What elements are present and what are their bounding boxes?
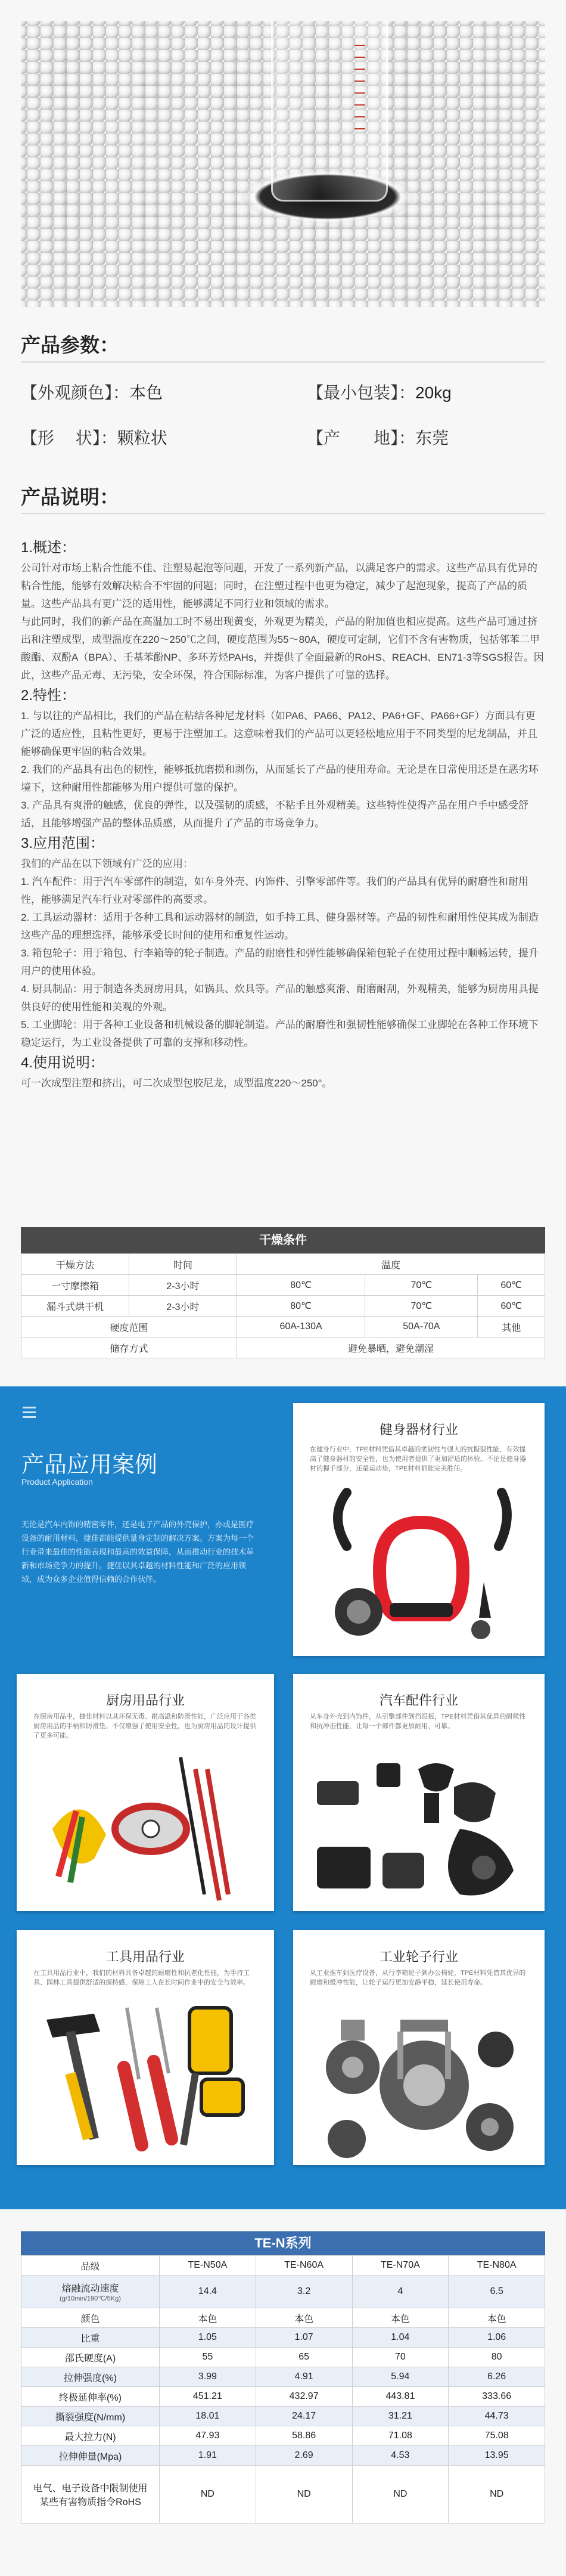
table-cell: 3.99 <box>160 2367 256 2387</box>
drying-conditions-table <box>21 1227 545 1358</box>
card-title: 工具用品行业 <box>105 1949 185 1964</box>
table-row <box>21 2367 545 2387</box>
table-cell: 本色 <box>449 2308 545 2328</box>
table-header: 品级 <box>21 2256 160 2275</box>
param-label: 【外观颜色】： <box>21 383 130 402</box>
table-cell: 451.21 <box>160 2387 256 2407</box>
table-cell: 71.08 <box>352 2426 449 2446</box>
table-header: TE-N80A <box>449 2256 545 2275</box>
application-item: 4. 厨具制品：用于制造各类厨房用具，如锅具、炊具等。产品的触感爽滑、耐磨耐刮，外观精美，能够为厨房用具提供良好的使用性能和美观的外观。 <box>21 983 539 1013</box>
overview-paragraph: 与此同时，我们的新产品在高温加工时不易出现黄变，外观更为精美，产品的附加值也相应提高。这些产品可通过挤出和注塑成型，成型温度在220～250℃之间，硬度范围为55～80A，硬度可定制，它们不含有害物质，包括邻苯二甲酸酯、双酚A（BPA）、壬基苯酚NP、多环芳烃PAHs，并提供了全面最新的RoHS、REACH、EN71-3等SGS报告。因此，这些产品无毒、无污染，安全环保，符合国际标准，为客户提供了可靠的选择。 <box>21 616 544 681</box>
table-cell: 4.91 <box>256 2367 352 2387</box>
card-description: 在健身行业中，TPE材料凭借其卓越的柔韧性与强大的抗撕裂性能，有效提高了健身器材的安全性，也为使用者提供了更加舒适的体验。不论是健身器材的握手部分，还是运动垫，TPE材料都能完美胜任。 <box>310 1446 526 1472</box>
te-n-series-spec-table <box>21 2231 545 2524</box>
table-cell: 1.05 <box>160 2328 256 2348</box>
hand-tools-icon <box>35 1996 255 2157</box>
param-value: 东莞 <box>415 429 449 447</box>
row-label: 电气、电子设备中限制使用某些有害物质指令RoHS <box>21 2466 160 2524</box>
table-cell: 75.08 <box>449 2426 545 2446</box>
table-header: TE-N50A <box>160 2256 256 2275</box>
param-origin <box>307 425 449 449</box>
card-title: 工业轮子行业 <box>379 1949 458 1964</box>
table-cell: 1.91 <box>160 2446 256 2466</box>
table-cell: 80℃ <box>237 1296 365 1317</box>
applications-intro: 我们的产品在以下领域有广泛的应用： <box>21 858 193 869</box>
param-value: 本色 <box>129 383 163 402</box>
feature-item: 2. 我们的产品具有出色的韧性，能够抵抗磨损和剥伤，从而延长了产品的使用寿命。无论是在日常使用还是在恶劣环境下，这种耐用性都能够为用户提供可靠的保护。 <box>21 764 539 793</box>
table-cell: 432.97 <box>256 2387 352 2407</box>
application-item: 1. 汽车配件：用于汽车零部件的制造，如车身外壳、内饰件、引擎零部件等。我们的产品具有优异的耐磨性和耐用性，能够满足汽车行业对零部件的高要求。 <box>21 876 528 905</box>
table-cell: 443.81 <box>352 2387 449 2407</box>
table-row <box>21 2446 545 2466</box>
card-title: 厨房用品行业 <box>105 1693 185 1708</box>
applications-heading: 3.应用范围： <box>21 835 105 852</box>
table-header-row <box>21 1254 545 1275</box>
auto-parts-icon <box>311 1745 525 1906</box>
card-title: 健身器材行业 <box>379 1422 458 1437</box>
table-cell: 1.07 <box>256 2328 352 2348</box>
table-row <box>21 2328 545 2348</box>
overview-heading: 1.概述： <box>21 540 76 556</box>
row-label: 颜色 <box>21 2308 160 2328</box>
params-title: 产品参数： <box>21 334 119 356</box>
divider <box>21 513 545 514</box>
table-row <box>21 2275 545 2308</box>
card-description: 从工业推车到医疗设备，从行李箱轮子到办公椅轮，TPE材料凭借其优异的耐磨和缓冲性能，让轮子运行更加安静平稳，延长使用寿命。 <box>310 1970 526 1986</box>
table-cell: 80 <box>449 2348 545 2367</box>
table-cell: 70 <box>352 2348 449 2367</box>
card-description: 从车身外壳到内饰件，从引擎部件到挡泥板，TPE材料凭借其优异的耐候性和抗冲击性能，让每一个部件都更加耐用、可靠。 <box>310 1713 526 1730</box>
table-header: TE-N60A <box>256 2256 352 2275</box>
table-cell: 4 <box>352 2275 449 2308</box>
application-title: 产品应用案例 <box>21 1453 158 1478</box>
description-title: 产品说明： <box>21 486 119 508</box>
table-cell: 储存方式 <box>21 1337 237 1358</box>
table-header-row <box>21 2256 545 2275</box>
table-cell: 60℃ <box>478 1275 545 1296</box>
table-cell: 31.21 <box>352 2407 449 2426</box>
table-cell: 5.94 <box>352 2367 449 2387</box>
table-cell: 避免暴晒，避免潮湿 <box>237 1337 545 1358</box>
row-label: 邵氏硬度(A) <box>21 2348 160 2367</box>
application-item: 3. 箱包轮子：用于箱包、行李箱等的轮子制造。产品的耐磨性和弹性能够确保箱包轮子在使用过程中顺畅运转，提升用户的使用体验。 <box>21 948 539 977</box>
table-row <box>21 2387 545 2407</box>
row-label: 拉伸伸量(Mpa) <box>21 2446 160 2466</box>
table-cell: 70℃ <box>365 1296 478 1317</box>
row-label: 最大拉力(N) <box>21 2426 160 2446</box>
table-cell: 2-3小时 <box>129 1275 237 1296</box>
table-cell: 2-3小时 <box>129 1296 237 1317</box>
table-row <box>21 2348 545 2367</box>
table-cell: 6.5 <box>449 2275 545 2308</box>
divider <box>21 361 545 363</box>
table-cell: 18.01 <box>160 2407 256 2426</box>
table-cell: 本色 <box>256 2308 352 2328</box>
card-kitchen-supplies <box>17 1674 274 1911</box>
card-description: 在厨房用品中，捷佳材料以其环保无毒、耐高温和防滑性能，广泛应用于各类厨房用品的手柄和防滑垫。不仅增强了使用安全性，也为厨房用品的设计提供了更多可能。 <box>33 1713 256 1739</box>
table-cell: 硬度范围 <box>21 1317 237 1337</box>
row-label: 比重 <box>21 2328 160 2348</box>
row-label-text: 熔融流动速度 <box>61 2284 119 2294</box>
application-item: 2. 工具运动器材：适用于各种工具和运动器材的制造，如手持工具、健身器材等。产品的韧性和耐用性使其成为制造这些产品的理想选择，能够承受长时间的使用和重复性运动。 <box>21 912 539 941</box>
table-cell: 60A-130A <box>237 1317 365 1337</box>
kitchen-tools-icon <box>41 1745 249 1906</box>
usage-paragraph: 可一次成型注塑和挤出，可二次成型包胶尼龙，成型温度220～250°。 <box>21 1078 332 1089</box>
usage-heading: 4.使用说明： <box>21 1055 105 1071</box>
table-cell: ND <box>160 2466 256 2524</box>
table-header: 温度 <box>237 1254 545 1275</box>
table-cell: 24.17 <box>256 2407 352 2426</box>
table-cell: 本色 <box>160 2308 256 2328</box>
card-tool-supplies <box>17 1930 274 2165</box>
table-cell: 70℃ <box>365 1275 478 1296</box>
table-row <box>21 2308 545 2328</box>
table-cell: 漏斗式烘干机 <box>21 1296 129 1317</box>
table-cell: 4.53 <box>352 2446 449 2466</box>
table-cell: 44.73 <box>449 2407 545 2426</box>
table-cell: 47.93 <box>160 2426 256 2446</box>
table-header: TE-N70A <box>352 2256 449 2275</box>
param-shape <box>21 425 167 449</box>
caster-wheels-icon <box>311 1996 525 2163</box>
spec-table-title: TE-N系列 <box>21 2231 545 2255</box>
param-label: 【产 地】： <box>307 429 416 447</box>
table-cell: 3.2 <box>256 2275 352 2308</box>
table-cell: ND <box>352 2466 449 2524</box>
table-row <box>21 1337 545 1358</box>
menu-lines-icon <box>23 1407 36 1421</box>
table-cell: 65 <box>256 2348 352 2367</box>
param-min-pack <box>307 380 452 404</box>
card-description: 在工具用品行业中，我们的材料具备卓越的耐磨性和抗老化性能，为手持工具、园林工具提供舒适的握持感，保障工人在长时间作业中的安全与效率。 <box>33 1970 250 1986</box>
row-label-unit: (g/10min/190℃/5Kg) <box>60 2295 121 2302</box>
hero-photo-tpe-pellets <box>21 21 545 307</box>
application-cases-section <box>0 1386 566 2209</box>
row-label <box>21 2275 160 2308</box>
table-cell: 13.95 <box>449 2446 545 2466</box>
card-industrial-wheels <box>293 1930 545 2165</box>
param-label: 【最小包装】： <box>307 383 416 402</box>
param-value: 颗粒状 <box>117 429 167 447</box>
card-fitness-equipment <box>293 1403 545 1656</box>
table-cell: 60℃ <box>478 1296 545 1317</box>
param-appearance <box>21 380 163 404</box>
table-cell: 80℃ <box>237 1275 365 1296</box>
param-value: 20kg <box>415 383 452 402</box>
drying-table-title: 干燥条件 <box>21 1227 545 1253</box>
row-label: 拉伸强度(%) <box>21 2367 160 2387</box>
table-cell: 本色 <box>352 2308 449 2328</box>
card-auto-parts <box>293 1674 545 1911</box>
card-title: 汽车配件行业 <box>379 1693 458 1708</box>
features-heading: 2.特性： <box>21 688 76 704</box>
description-body <box>21 537 545 1092</box>
row-label: 终极延伸率(%) <box>21 2387 160 2407</box>
table-cell: 55 <box>160 2348 256 2367</box>
table-cell: 333.66 <box>449 2387 545 2407</box>
fitness-gear-icon <box>323 1481 520 1648</box>
table-row <box>21 2426 545 2446</box>
table-cell: ND <box>449 2466 545 2524</box>
table-cell: 其他 <box>478 1317 545 1337</box>
spec-table-wrapper <box>21 2231 545 2524</box>
table-cell: 6.26 <box>449 2367 545 2387</box>
row-label: 撕裂强度(N/mm) <box>21 2407 160 2426</box>
table-cell: 1.04 <box>352 2328 449 2348</box>
application-subtitle: Product Application <box>21 1477 93 1487</box>
table-cell: 一寸摩擦箱 <box>21 1275 129 1296</box>
param-label: 【形 状】： <box>21 429 117 447</box>
table-row <box>21 1317 545 1337</box>
table-cell: 50A-70A <box>365 1317 478 1337</box>
table-row <box>21 2466 545 2524</box>
feature-item: 3. 产品具有爽滑的触感，优良的弹性，以及强韧的质感，不粘手且外观精美。这些特性使得产品在用户手中感受舒适，且能够增强产品的整体品质感，从而提升了产品的市场竞争力。 <box>21 800 528 829</box>
table-row <box>21 1275 545 1296</box>
table-header: 干燥方法 <box>21 1254 129 1275</box>
application-intro-text: 无论是汽车内饰的精密零件，还是电子产品的外壳保护，亦或是医疗设备的耐用材料，捷佳都能提供量身定制的解决方案。方案为每一个行业带来最佳的性能表现和最高的效益保障，从而推动行业的技术革新和市场竞争力的提升。捷佳以其卓越的材料性能和广泛的应用领域，成为众多企业值得信赖的合作伙伴。 <box>21 1520 254 1584</box>
table-cell: 58.86 <box>256 2426 352 2446</box>
table-cell: ND <box>256 2466 352 2524</box>
application-item: 5. 工业脚轮：用于各种工业设备和机械设备的脚轮制造。产品的耐磨性和强韧性能够确保工业脚轮在各种工作环境下稳定运行，为工业设备提供了可靠的支撑和移动性。 <box>21 1019 539 1048</box>
table-row <box>21 2407 545 2426</box>
overview-paragraph: 公司针对市场上粘合性能不佳、注塑易起泡等问题，开发了一系列新产品，以满足客户的需求。这些产品具有优异的粘合性能，能够有效解决粘合不牢固的问题；同时，在注塑过程中也更为稳定，减少了起泡现象，提高了产品的质量。这些产品具有更广泛的适用性，能够满足不同行业和领域的需求。 <box>21 562 537 609</box>
feature-item: 1. 与以往的产品相比，我们的产品在粘结各种尼龙材料（如PA6、PA66、PA12、PA6+GF、PA66+GF）方面具有更广泛的适应性，且粘性更好，更易于注塑加工。这意味着我们的产品可以更轻松地应用于不同类型的尼龙制品，并且能够确保更牢固的粘合效果。 <box>21 710 537 757</box>
table-cell: 2.69 <box>256 2446 352 2466</box>
table-cell: 1.06 <box>449 2328 545 2348</box>
table-cell: 14.4 <box>160 2275 256 2308</box>
table-row <box>21 1296 545 1317</box>
table-header: 时间 <box>129 1254 237 1275</box>
